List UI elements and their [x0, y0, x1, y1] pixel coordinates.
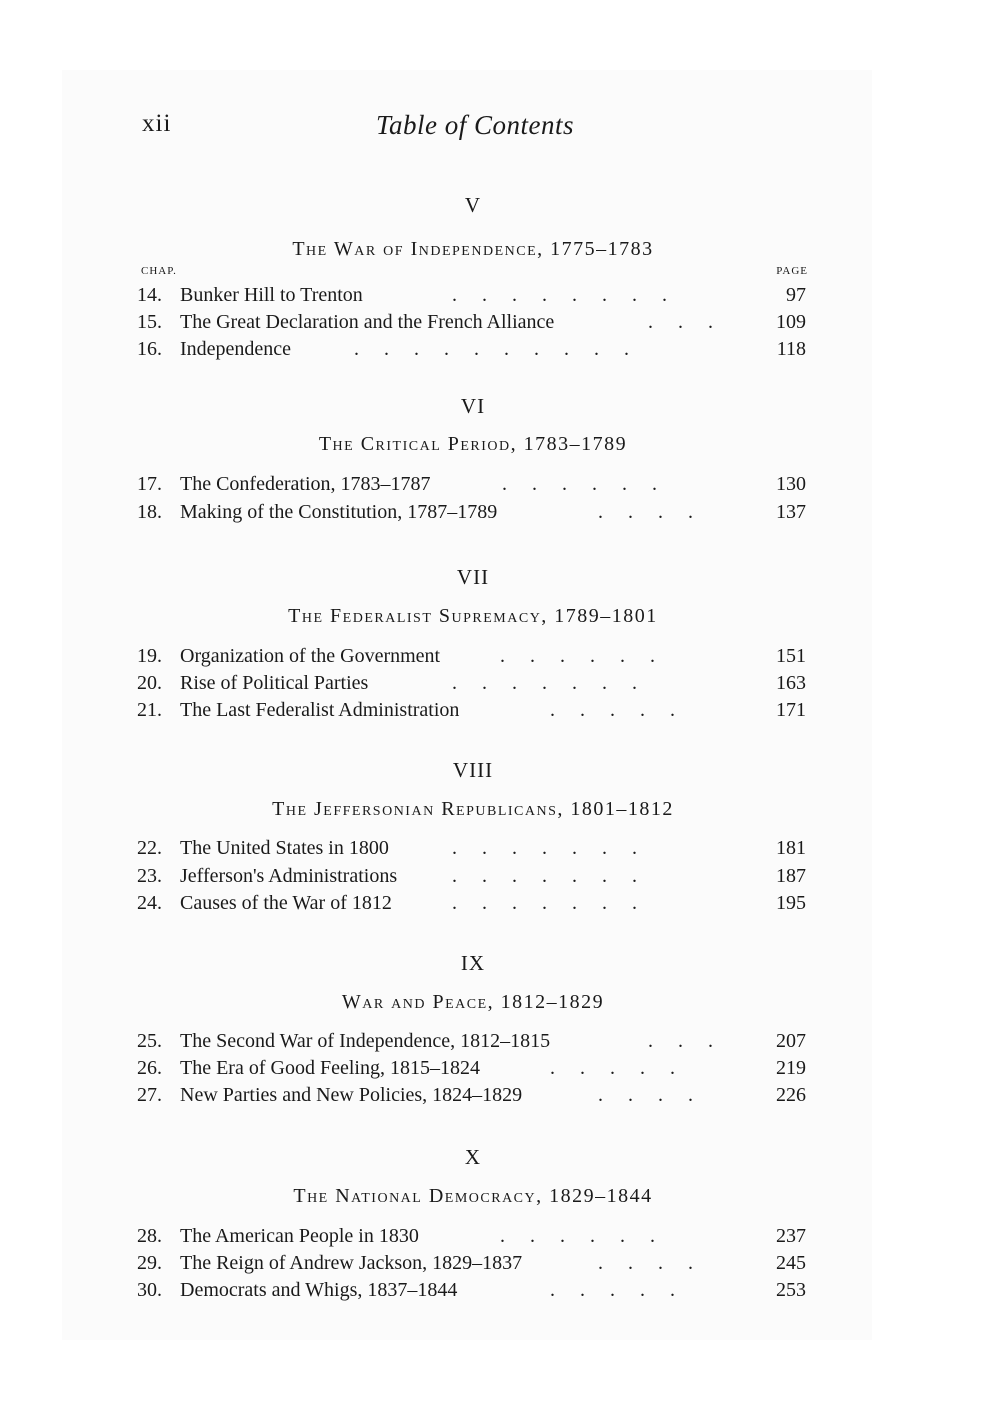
page-ref: 151 [776, 645, 806, 667]
part-title: The Jeffersonian Republicans, 1801–1812 [272, 798, 674, 820]
chapter-title: Independence [180, 338, 292, 360]
chapter-number: 30. [137, 1279, 162, 1301]
page-ref: 219 [776, 1057, 806, 1079]
dot-leader: . . . . . . . [452, 865, 637, 887]
dot-leader: . . . [648, 311, 713, 333]
dot-leader: . . . . . [550, 1057, 675, 1079]
page-ref: 137 [776, 501, 806, 523]
part-title: The Federalist Supremacy, 1789–1801 [288, 605, 658, 627]
toc-entry[interactable] [0, 1057, 1000, 1083]
chapter-title: The Era of Good Feeling, 1815–1824 [180, 1057, 480, 1079]
toc-entry[interactable] [0, 1225, 1000, 1251]
chapter-title: Bunker Hill to Trenton [180, 284, 363, 306]
page-ref: 187 [776, 865, 806, 887]
part-title: War and Peace, 1812–1829 [341, 991, 605, 1013]
chapter-number: 27. [137, 1084, 162, 1106]
page-ref: 195 [776, 892, 806, 914]
toc-entry[interactable] [0, 699, 1000, 725]
chapter-number: 25. [137, 1030, 162, 1052]
page-ref: 237 [776, 1225, 806, 1247]
toc-entry[interactable] [0, 672, 1000, 698]
page-ref: 245 [776, 1252, 806, 1274]
dot-leader: . . . . . . [500, 1225, 655, 1247]
column-labels [0, 265, 1000, 281]
chapter-number: 14. [137, 284, 162, 306]
toc-entry[interactable] [0, 284, 1000, 310]
page-column-label: PAGE [776, 265, 808, 277]
toc-entry[interactable] [0, 473, 1000, 499]
chapter-title: Causes of the War of 1812 [180, 892, 392, 914]
toc-entry[interactable] [0, 1084, 1000, 1110]
chapter-title: The Reign of Andrew Jackson, 1829–1837 [180, 1252, 523, 1274]
chapter-number: 21. [137, 699, 162, 721]
chapter-title: Jefferson's Administrations [180, 865, 398, 887]
part-number: IX [460, 951, 486, 975]
part-number: X [464, 1145, 482, 1169]
toc-entry[interactable] [0, 311, 1000, 337]
part-number: VIII [452, 758, 494, 782]
dot-leader: . . . . . [550, 699, 675, 721]
chapter-number: 15. [137, 311, 162, 333]
chapter-number: 17. [137, 473, 162, 495]
chapter-title: The American People in 1830 [180, 1225, 419, 1247]
chapter-number: 24. [137, 892, 162, 914]
toc-entry[interactable] [0, 837, 1000, 863]
toc-entry[interactable] [0, 1030, 1000, 1056]
dot-leader: . . . . [598, 1084, 693, 1106]
page-ref: 226 [776, 1084, 806, 1106]
page-ref: 207 [776, 1030, 806, 1052]
dot-leader: . . . . [598, 1252, 693, 1274]
dot-leader: . . . . . [550, 1279, 675, 1301]
dot-leader: . . . . . . [502, 473, 657, 495]
dot-leader: . . . . . . [500, 645, 655, 667]
chapter-number: 26. [137, 1057, 162, 1079]
page-ref: 109 [776, 311, 806, 333]
page-number: xii [142, 110, 172, 137]
chapter-title: New Parties and New Policies, 1824–1829 [180, 1084, 523, 1106]
toc-entry[interactable] [0, 338, 1000, 364]
chapter-title: Democrats and Whigs, 1837–1844 [180, 1279, 458, 1301]
toc-entry[interactable] [0, 1279, 1000, 1305]
chapter-number: 22. [137, 837, 162, 859]
page-ref: 171 [776, 699, 806, 721]
page-ref: 253 [776, 1279, 806, 1301]
part-number: VI [460, 394, 486, 418]
chapter-title: Organization of the Government [180, 645, 441, 667]
page-ref: 181 [776, 837, 806, 859]
running-head [0, 110, 1000, 144]
part-number: V [464, 193, 482, 217]
dot-leader: . . . . [598, 501, 693, 523]
toc-entry[interactable] [0, 501, 1000, 527]
dot-leader: . . . [648, 1030, 713, 1052]
chapter-title: The Second War of Independence, 1812–1815 [180, 1030, 551, 1052]
chapter-number: 23. [137, 865, 162, 887]
chapter-number: 29. [137, 1252, 162, 1274]
chapter-number: 28. [137, 1225, 162, 1247]
toc-entry[interactable] [0, 892, 1000, 918]
part-title: The War of Independence, 1775–1783 [292, 238, 654, 260]
page-ref: 118 [776, 338, 806, 360]
page-ref: 130 [776, 473, 806, 495]
chapter-number: 20. [137, 672, 162, 694]
toc-entry[interactable] [0, 1252, 1000, 1278]
chapter-title: The Great Declaration and the French Alliance [180, 311, 555, 333]
chapter-title: The Last Federalist Administration [180, 699, 460, 721]
dot-leader: . . . . . . . [452, 672, 637, 694]
page-ref: 163 [776, 672, 806, 694]
toc-entry[interactable] [0, 645, 1000, 671]
chapter-number: 19. [137, 645, 162, 667]
part-title: The National Democracy, 1829–1844 [293, 1185, 653, 1207]
part-number: VII [456, 565, 490, 589]
chap-column-label: CHAP. [141, 265, 177, 277]
dot-leader: . . . . . . . [452, 892, 637, 914]
chapter-title: The Confederation, 1783–1787 [180, 473, 431, 495]
chapter-title: The United States in 1800 [180, 837, 389, 859]
dot-leader: . . . . . . . . . . [354, 338, 629, 360]
part-title: The Critical Period, 1783–1789 [318, 433, 628, 455]
toc-entry[interactable] [0, 865, 1000, 891]
dot-leader: . . . . . . . . [452, 284, 667, 306]
chapter-title: Making of the Constitution, 1787–1789 [180, 501, 498, 523]
page-title: Table of Contents [375, 110, 575, 140]
chapter-title: Rise of Political Parties [180, 672, 369, 694]
dot-leader: . . . . . . . [452, 837, 637, 859]
page-ref: 97 [786, 284, 806, 306]
chapter-number: 16. [137, 338, 162, 360]
chapter-number: 18. [137, 501, 162, 523]
